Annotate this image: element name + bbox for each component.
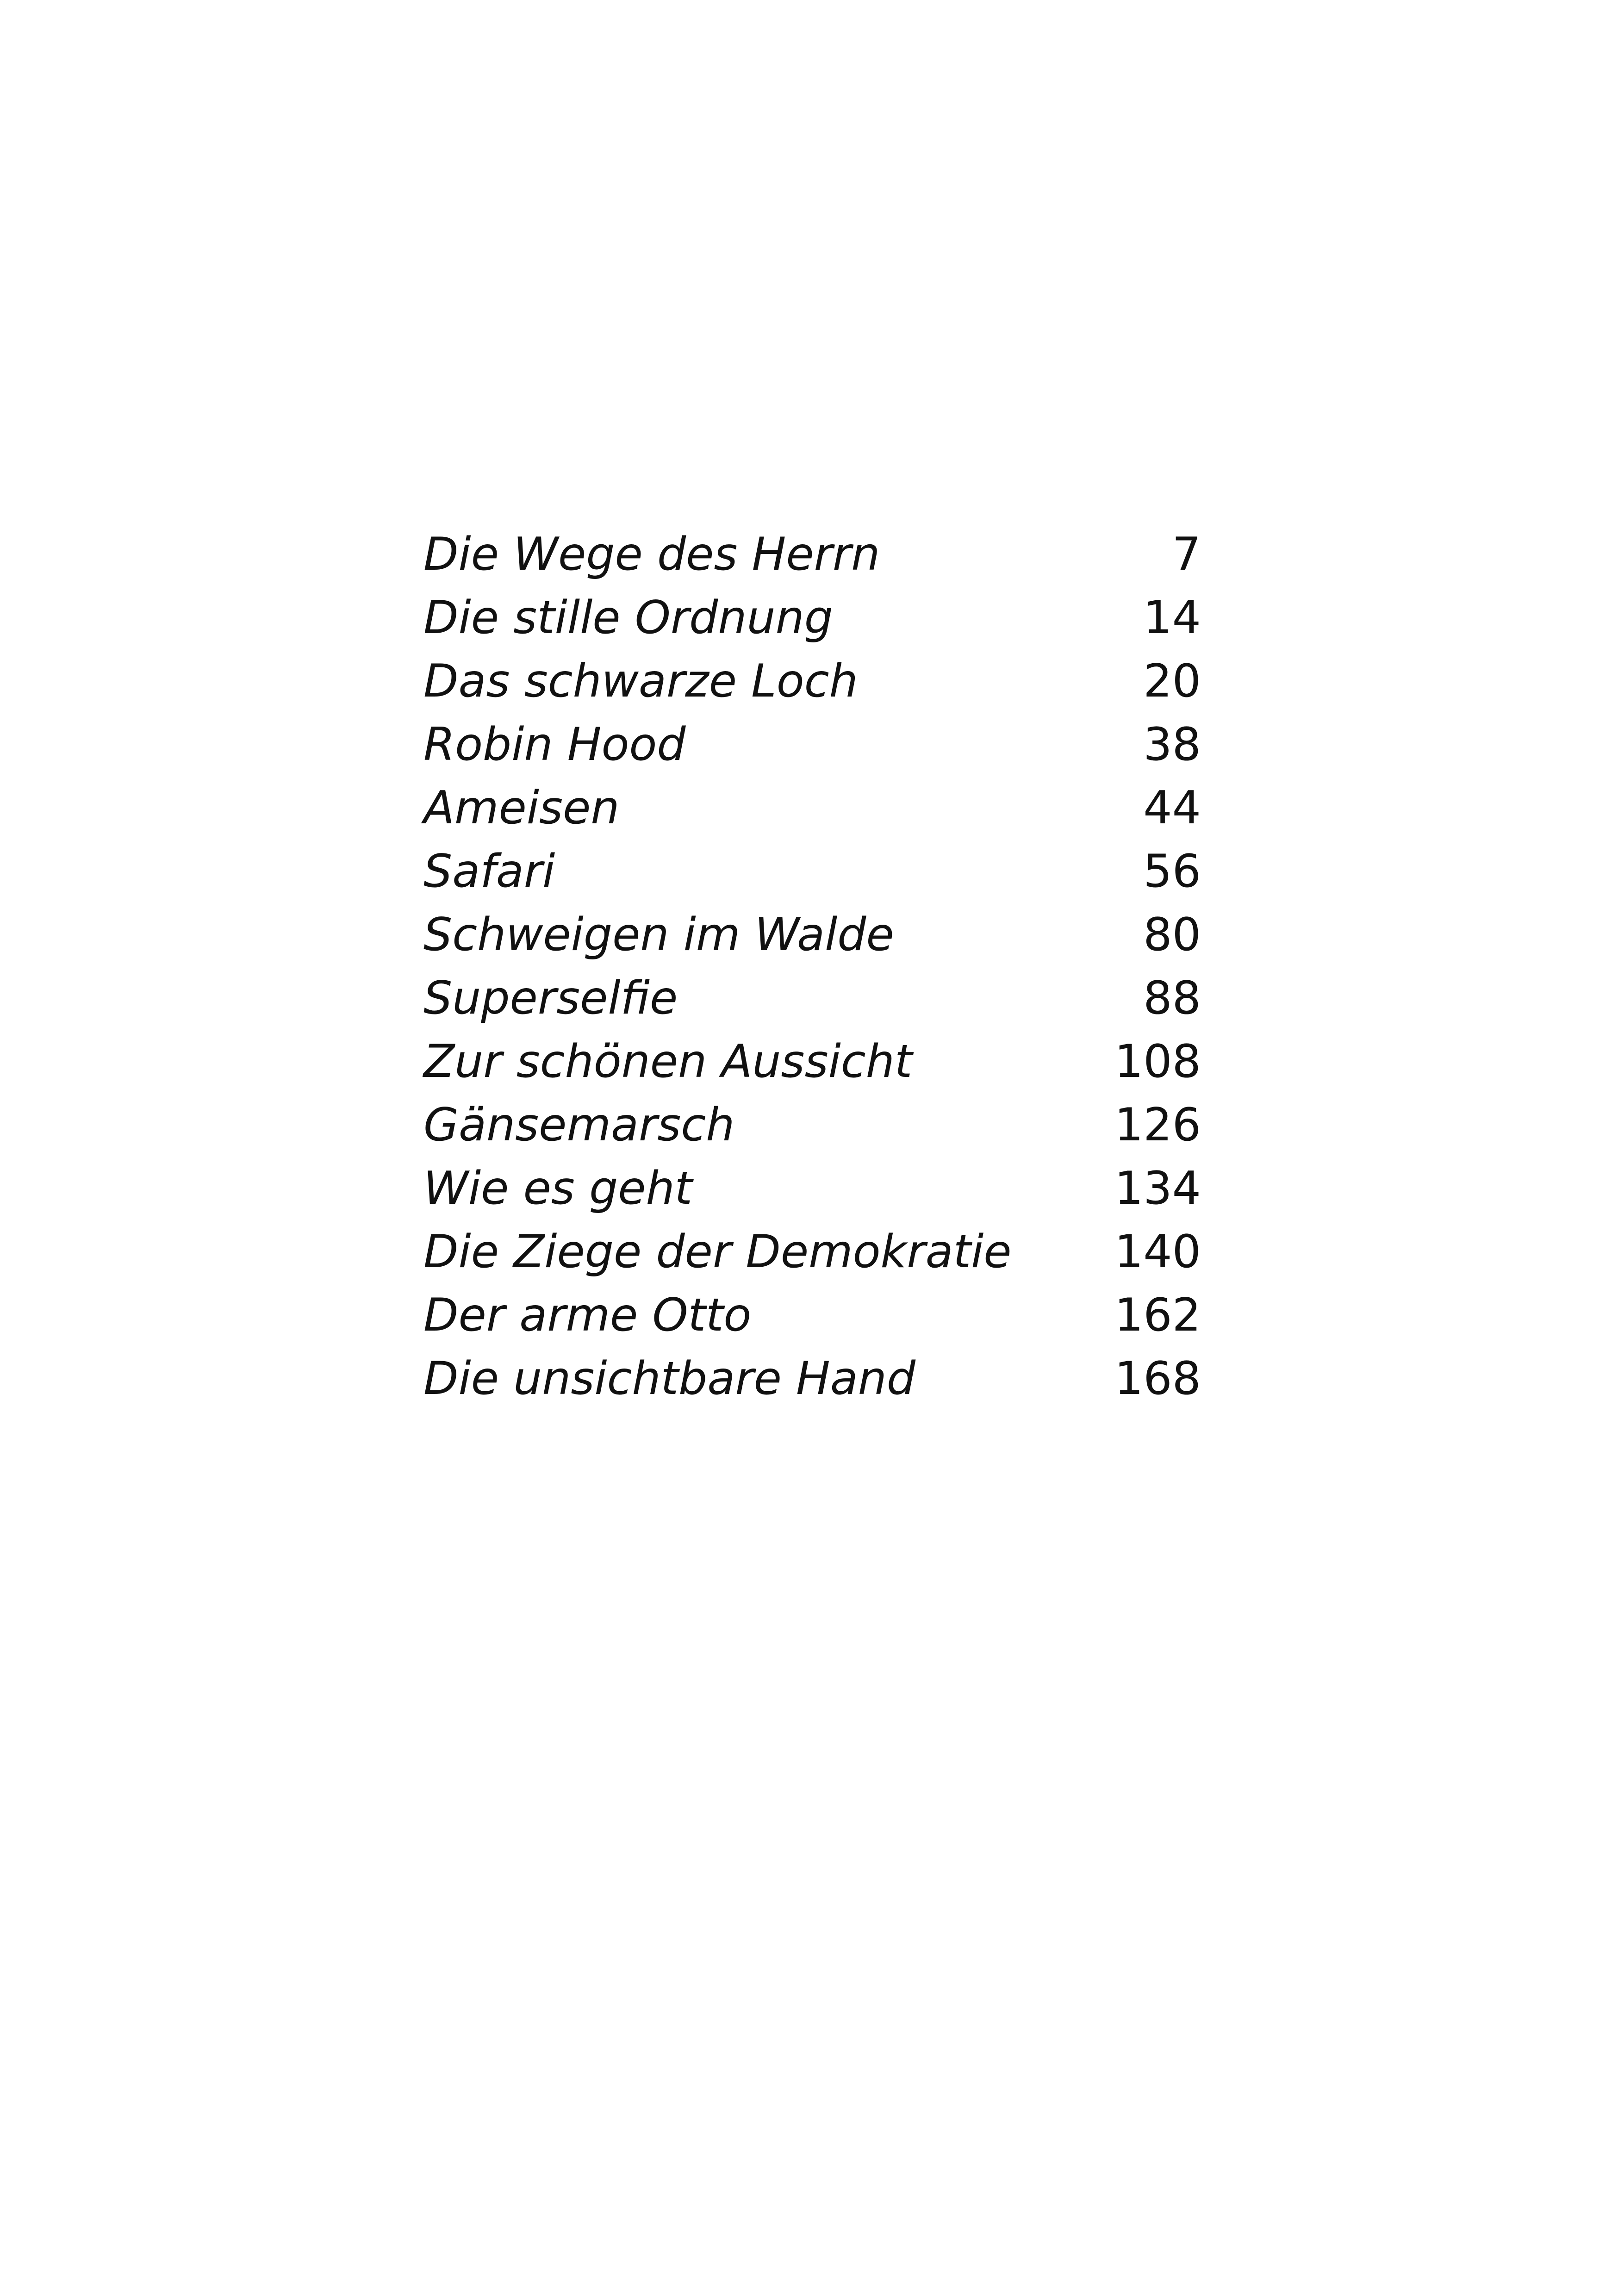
toc-entry-page: 20 [1143,655,1201,708]
toc-entry [423,1094,1201,1157]
toc-entry [423,1347,1201,1411]
toc-entry [423,650,1201,713]
toc-entry [423,1030,1201,1094]
toc-entry-page: 126 [1114,1099,1201,1151]
toc-entry-page: 44 [1143,782,1201,834]
toc-entry-title: Superselfie [423,972,678,1025]
toc-entry-page: 140 [1114,1226,1201,1278]
toc-entry-page: 108 [1114,1035,1201,1088]
toc-entry [423,840,1201,903]
toc-entry-page: 7 [1172,528,1201,581]
toc-entry [423,523,1201,586]
toc-entry-page: 134 [1114,1162,1201,1215]
toc-entry-title: Gänsemarsch [423,1099,735,1151]
toc-entry [423,903,1201,967]
toc-entry [423,713,1201,777]
toc-entry [423,1284,1201,1347]
table-of-contents [423,523,1201,1411]
toc-entry-title: Zur schönen Aussicht [423,1035,913,1088]
toc-entry-title: Die Ziege der Demokratie [423,1226,1012,1278]
toc-entry-page: 38 [1143,718,1201,771]
toc-entry [423,586,1201,650]
toc-entry-page: 56 [1143,845,1201,898]
toc-entry [423,967,1201,1030]
toc-entry [423,777,1201,840]
toc-entry-page: 162 [1114,1289,1201,1342]
toc-entry-page: 14 [1143,591,1201,644]
toc-entry [423,1220,1201,1284]
toc-entry-page: 88 [1143,972,1201,1025]
toc-entry-page: 168 [1114,1352,1201,1405]
toc-entry-title: Der arme Otto [423,1289,752,1342]
toc-entry [423,1157,1201,1220]
toc-entry-title: Safari [423,845,555,898]
toc-entry-title: Das schwarze Loch [423,655,858,708]
toc-entry-title: Die Wege des Herrn [423,528,880,581]
toc-entry-title: Schweigen im Walde [423,908,894,961]
toc-entry-title: Die stille Ordnung [423,591,833,644]
toc-entry-title: Robin Hood [423,718,686,771]
toc-entry-page: 80 [1143,908,1201,961]
toc-entry-title: Ameisen [423,782,620,834]
toc-entry-title: Die unsichtbare Hand [423,1352,916,1405]
toc-entry-title: Wie es geht [423,1162,693,1215]
